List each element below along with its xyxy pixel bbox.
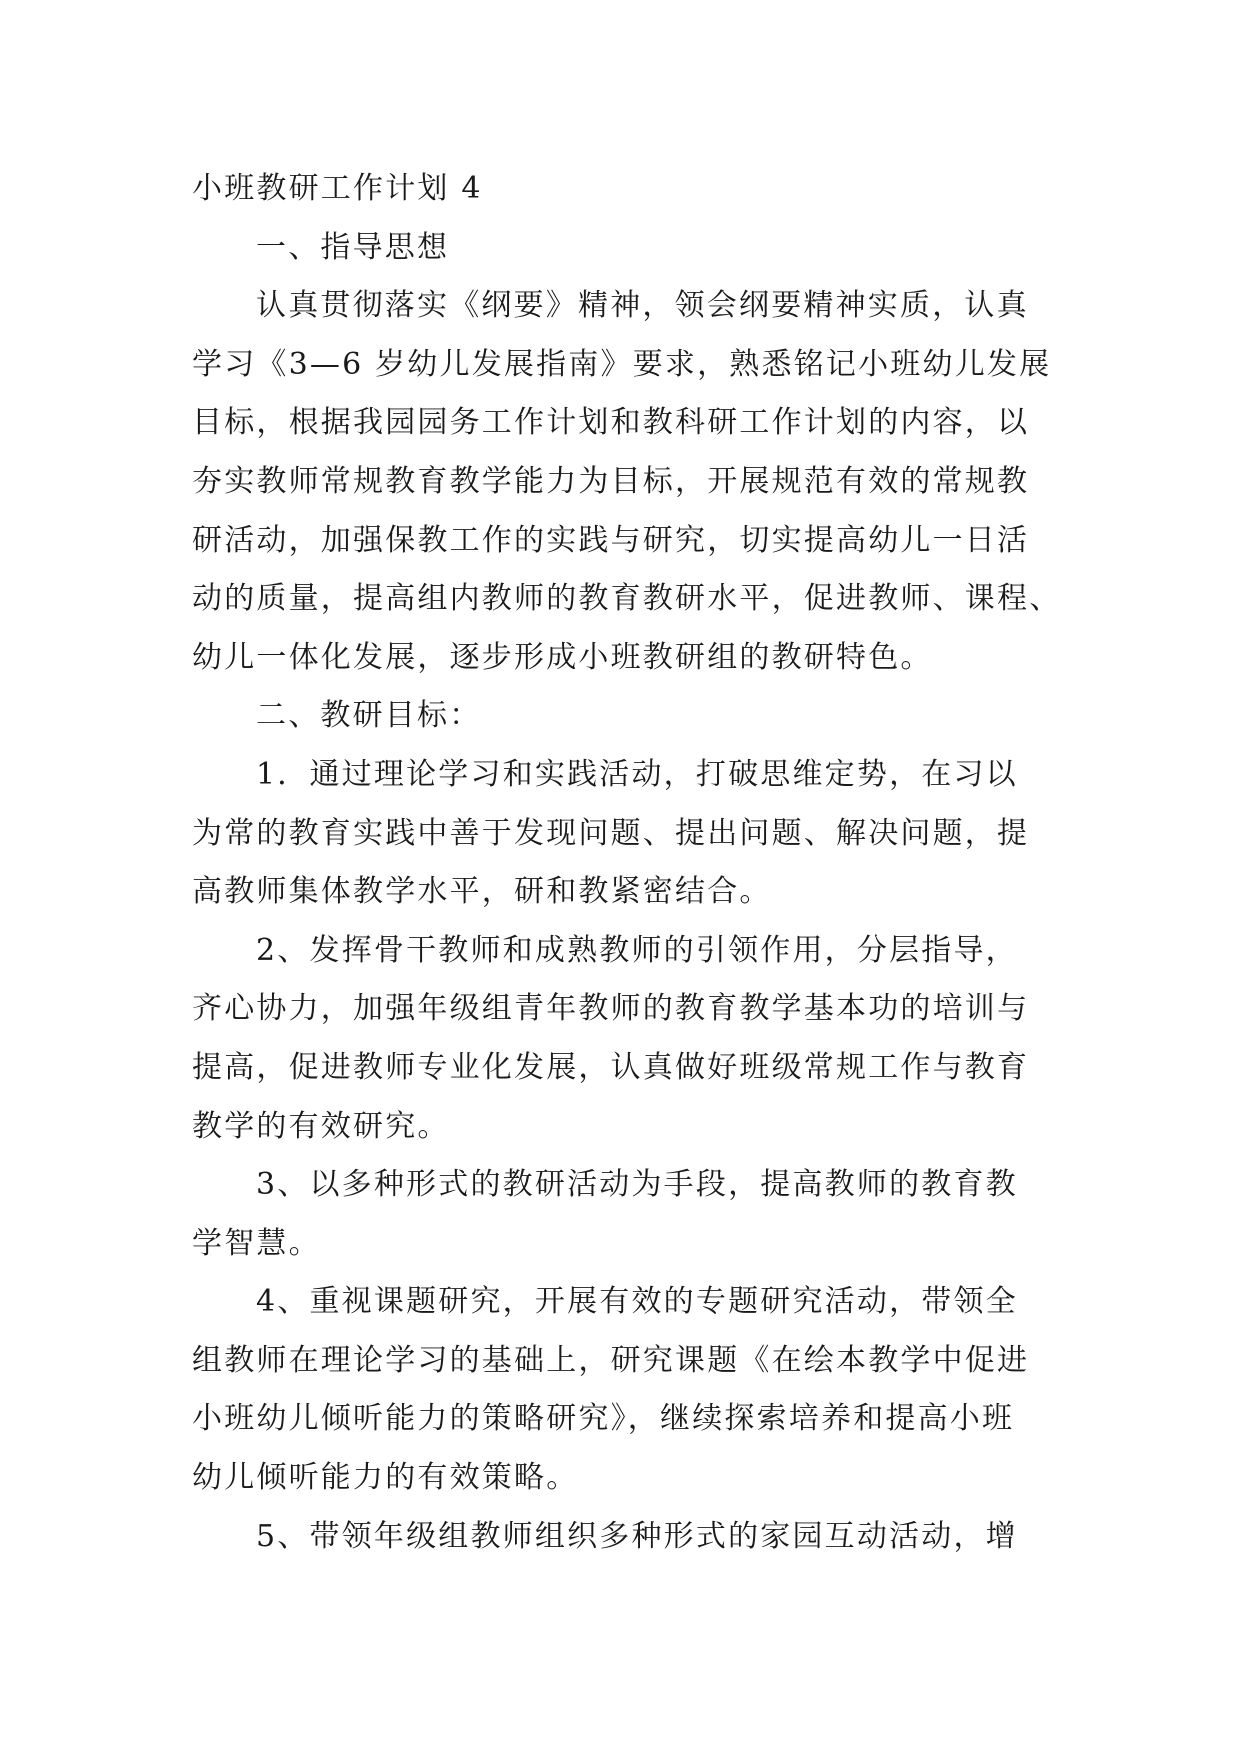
paragraph-line: 幼儿一体化发展，逐步形成小班教研组的教研特色。	[192, 639, 933, 675]
list-item-line: 组教师在理论学习的基础上，研究课题《在绘本教学中促进	[192, 1342, 1030, 1378]
list-item-line: 教学的有效研究。	[192, 1108, 450, 1144]
paragraph-line: 学习《3—6 岁幼儿发展指南》要求，熟悉铭记小班幼儿发展	[192, 346, 1052, 382]
section-heading-guiding-ideology: 一、指导思想	[256, 229, 450, 265]
list-item-line: 4、重视课题研究，开展有效的专题研究活动，带领全	[256, 1284, 1018, 1320]
list-item-line: 5、带领年级组教师组织多种形式的家园互动活动，增	[256, 1518, 1018, 1554]
paragraph-line: 目标，根据我园园务工作计划和教科研工作计划的内容，以	[192, 405, 1030, 441]
list-item-line: 3、以多种形式的教研活动为手段，提高教师的教育教	[256, 1167, 1018, 1203]
list-item-line: 1．通过理论学习和实践活动，打破思维定势，在习以	[256, 756, 1018, 792]
list-item-line: 小班幼儿倾听能力的策略研究》，继续探索培养和提高小班	[192, 1401, 1015, 1437]
list-item-line: 学智慧。	[192, 1225, 321, 1261]
list-item-line: 2、发挥骨干教师和成熟教师的引领作用，分层指导，	[256, 932, 1018, 968]
document-title: 小班教研工作计划 4	[192, 171, 483, 206]
section-heading-research-goals: 二、教研目标：	[256, 698, 482, 734]
paragraph-line: 夯实教师常规教育教学能力为目标，开展规范有效的常规教	[192, 463, 1030, 499]
list-item-line: 齐心协力，加强年级组青年教师的教育教学基本功的培训与	[192, 991, 1030, 1027]
paragraph-line: 动的质量，提高组内教师的教育教研水平，促进教师、课程、	[192, 581, 1062, 617]
paragraph-line: 认真贯彻落实《纲要》精神，领会纲要精神实质，认真	[256, 288, 1029, 324]
list-item-line: 高教师集体教学水平，研和教紧密结合。	[192, 874, 772, 910]
list-item-line: 幼儿倾听能力的有效策略。	[192, 1460, 579, 1496]
list-item-line: 提高，促进教师专业化发展，认真做好班级常规工作与教育	[192, 1049, 1030, 1085]
document-page	[192, 160, 1062, 1566]
list-item-line: 为常的教育实践中善于发现问题、提出问题、解决问题，提	[192, 815, 1030, 851]
paragraph-line: 研活动，加强保教工作的实践与研究，切实提高幼儿一日活	[192, 522, 1030, 558]
